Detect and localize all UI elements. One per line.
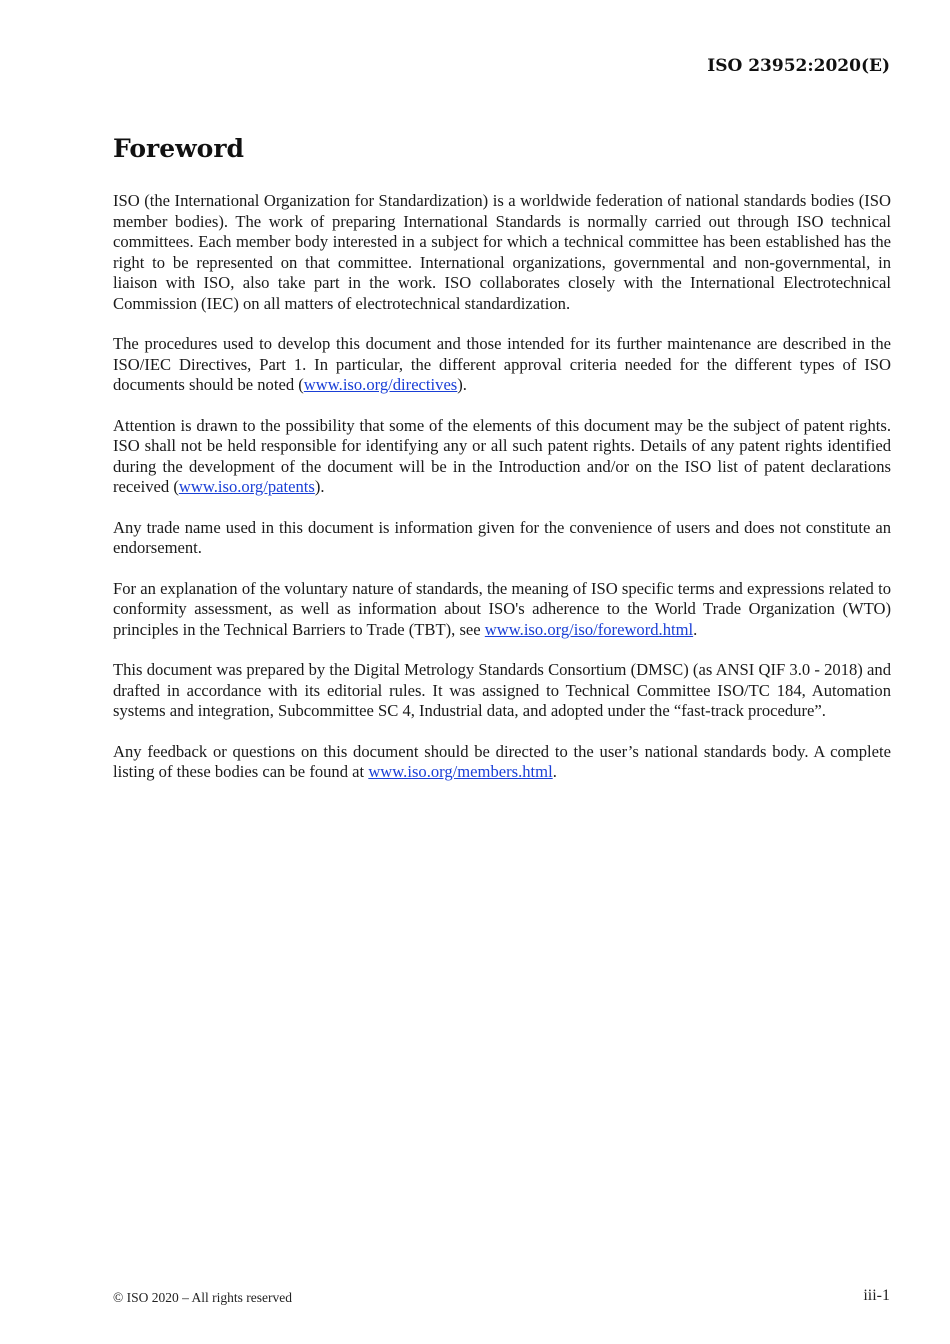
paragraph-voluntary-nature-end: . (693, 619, 698, 639)
page-number: iii-1 (863, 1287, 890, 1304)
paragraph-patents (113, 416, 891, 498)
paragraph-feedback-text: Any feedback or questions on this document should be directed to the user’s national standards body. A complete listing of these bodies can be found at (113, 741, 891, 781)
paragraph-feedback-end: . (552, 762, 557, 781)
foreword-link[interactable]: www.iso.org/iso/foreword.html (484, 619, 694, 639)
paragraph-patents-text: Attention is drawn to the possibility that some of the elements of this document may be the subject of patent rights. ISO shall not be held responsible for identifying any or all such patent rights. Details of any patent rights identified during the development of the document will be in the Introduction and/or on the ISO list of patent declarations received ( (113, 415, 891, 496)
paragraph-trade-name: Any trade name used in this document is information given for the convenience of users and does not constitute an endorsement. (113, 517, 891, 557)
page-title: Foreword (113, 134, 244, 163)
members-link[interactable]: www.iso.org/members.html (368, 762, 553, 781)
paragraph-preparation: This document was prepared by the Digital Metrology Standards Consortium (DMSC) (as ANSI QIF 3.0 - 2018) and drafted in accordance with its editorial rules. It was assigned to Technical Committee ISO/TC 184, Automation systems and integration, Subcommittee SC 4, Industrial data, and adopted under the “fast-track procedure”. (113, 660, 891, 720)
copyright-notice: © ISO 2020 – All rights reserved (113, 1290, 292, 1305)
paragraph-iso-overview: ISO (the International Organization for Standardization) is a worldwide federation of national standards bodies (ISO member bodies). The work of preparing International Standards is normally carried out through ISO technical committees. Each member body interested in a subject for which a technical committee has been established has the right to be represented on that committee. International organizations, governmental and non-governmental, in liaison with ISO, also take part in the work. ISO collaborates closely with the International Electrotechnical Commission (IEC) on all matters of electrotechnical standardization. (113, 191, 891, 313)
paragraph-voluntary-nature-text: For an explanation of the voluntary nature of standards, the meaning of ISO specific terms and expressions related to conformity assessment, as well as information about ISO's adherence to the World Trade Organization (WTO) principles in the Technical Barriers to Trade (TBT), see (113, 578, 891, 639)
patents-link[interactable]: www.iso.org/patents (178, 477, 315, 496)
paragraph-patents-end: ). (314, 477, 325, 496)
paragraph-feedback (113, 742, 891, 783)
paragraph-voluntary-nature (113, 579, 891, 641)
foreword-body (113, 191, 891, 803)
paragraph-procedures-end: ). (457, 375, 467, 394)
directives-link[interactable]: www.iso.org/directives (303, 375, 458, 394)
paragraph-procedures-text: The procedures used to develop this document and those intended for its further maintenance are described in the ISO/IEC Directives, Part 1. In particular, the different approval criteria needed for the different types of ISO documents should be noted ( (113, 334, 891, 394)
paragraph-procedures (113, 334, 891, 396)
document-id: ISO 23952:2020(E) (707, 56, 890, 76)
